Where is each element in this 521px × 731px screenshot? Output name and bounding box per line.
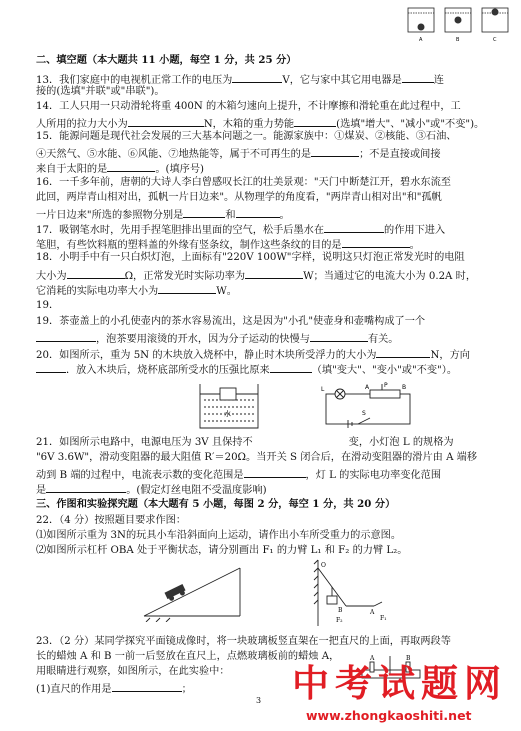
text: ； [181, 684, 192, 695]
text: N，木箱的重力势能 [203, 119, 295, 130]
beaker-label: C [493, 37, 497, 43]
section-2-title: 二、填空题（本大题共 11 小题，每空 1 分，共 25 分） [36, 54, 297, 66]
force-f1-label: F₁ [380, 615, 387, 622]
candle-b-label: B [406, 655, 411, 662]
question-16-line-3 [36, 207, 290, 222]
text: 。(假定灯丝电阻不受温度影响) [126, 485, 267, 496]
question-23-line-1: 23．（2 分）某同学探究平面镜成像时，将一块玻璃板竖直架在一把直尺的上面，再取两段等 [36, 636, 451, 647]
answer-blank[interactable] [402, 72, 434, 83]
text: 和 [225, 210, 236, 221]
question-15-line-3 [36, 161, 204, 176]
question-20-line-1 [36, 347, 470, 362]
beaker-label: A [419, 37, 423, 43]
text: 有关。 [367, 334, 399, 345]
text: ，泡茶要用滚烫的开水，因为分子运动的快慢与 [96, 334, 310, 345]
question-23-line-2: 长的蜡烛 A 和 B 一前一后竖放在直尺上，点燃玻璃板前的蜡烛 A， [36, 651, 340, 662]
text: 大小为 [36, 271, 67, 282]
answer-blank[interactable] [294, 116, 336, 127]
lamp-label: L [321, 386, 325, 393]
answer-blank[interactable] [245, 268, 303, 279]
text: 连 [433, 75, 444, 86]
question-21-line-4 [36, 482, 267, 497]
text: V，它与家中其它用电器是 [282, 75, 402, 86]
point-b-label: B [338, 607, 343, 614]
question-18-line-2 [36, 268, 476, 283]
text: 20．如图所示，重为 5N 的木块放入烧杯中，静止时木块所受浮力的大小为 [36, 350, 377, 361]
text: N，方向 [430, 350, 470, 361]
text: （填"变大"、"变小"或"不变"）。 [311, 365, 458, 376]
text: 。 [409, 240, 420, 251]
answer-blank[interactable] [36, 362, 66, 373]
watermark-logo-text: 中考试题网 [292, 662, 507, 705]
question-23-line-4 [36, 681, 192, 696]
text: W；当通过它的电流大小为 0.2A 时， [303, 271, 477, 282]
question-19-empty: 19． [36, 300, 60, 311]
question-17-line-1 [36, 222, 445, 237]
text: W。 [216, 286, 237, 297]
beaker-label: B [456, 37, 460, 43]
end-a-label: A [365, 384, 370, 391]
text: 它消耗的实际电功率大小为 [36, 286, 159, 297]
answer-blank[interactable] [310, 331, 368, 342]
text: (选填"增大"、"减小"或"不变")。 [336, 119, 485, 130]
text: 笔胆，有些饮料瓶的塑料盖的外缘有竖条纹，制作这些条纹的目的是 [36, 240, 342, 251]
answer-blank[interactable] [46, 482, 126, 493]
text: 来自于太阳的是 [36, 164, 108, 175]
question-21-line-2: "6V 3.6W"，滑动变阻器的最大阻值 R′＝20Ω。当开关 S 闭合后，在滑动变阻器的滑片由 A 端移 [36, 452, 478, 463]
question-21-line-1 [36, 437, 454, 449]
question-15-line-2 [36, 146, 441, 161]
answer-blank[interactable] [324, 222, 384, 233]
answer-blank[interactable] [112, 681, 182, 692]
question-19-line-1: 19．茶壶盖上的小孔使壶内的茶水容易流出，这是因为"小孔"使壶身和壶嘴构成了一个 [36, 316, 426, 327]
question-16-line-2: 此回，两岸青山相对出，孤帆一片日边来"。从物理学的角度看，"两岸青山相对出"和"孤帆 [36, 192, 442, 203]
text: ．放入木块后，烧杯底部所受水的压强比原来 [66, 365, 270, 376]
question-22-line-1: 22．（4 分）按照题目要求作图： [36, 515, 187, 526]
answer-blank[interactable] [232, 72, 282, 83]
answer-blank[interactable] [376, 347, 430, 358]
text: 一片日边来"所选的参照物分别是 [36, 210, 184, 221]
question-18-line-3 [36, 283, 237, 298]
text: 17．吸钢笔水时，先用手捏笔胆排出里面的空气，松手后墨水在 [36, 225, 325, 236]
question-14-line-1: 14．工人只用一只动滑轮将重 400N 的木箱匀速向上提升，不计摩擦和滑轮重在此过程中，工 [36, 101, 461, 112]
question-23-line-3: 用眼睛进行观察，如图所示，在此实验中： [36, 666, 230, 677]
text: (1)直尺的作用是 [36, 684, 112, 695]
text: ，灯 L 的实际电功率变化范围 [305, 470, 442, 481]
text: Ω，正常发光时实际功率为 [124, 271, 246, 282]
answer-blank[interactable] [128, 116, 204, 127]
page-number: 3 [256, 696, 262, 705]
beakers-figure [405, 2, 515, 44]
text: 。 [279, 210, 290, 221]
end-b-label: B [402, 384, 407, 391]
answer-blank[interactable] [107, 161, 155, 172]
text: 13．我们家庭中的电视机正常工作的电压为 [36, 75, 233, 86]
question-19-line-2 [36, 331, 399, 346]
question-18-line-1: 18．小明手中有一只白炽灯泡，上面标有"220V 100W"字样，说明这只灯泡正常发光时的电阻 [36, 252, 465, 263]
answer-blank[interactable] [183, 207, 225, 218]
question-14-line-2 [36, 116, 484, 131]
question-15-line-1: 15．能源问题是现代社会发展的三大基本问题之一。能源家族中：①煤炭、②核能、③石油、 [36, 131, 457, 142]
answer-blank[interactable] [36, 331, 96, 342]
answer-blank[interactable] [342, 237, 410, 248]
answer-blank[interactable] [244, 467, 306, 478]
text: 变，小灯泡 L 的规格为 [348, 437, 454, 448]
answer-blank[interactable] [236, 207, 280, 218]
text: 21．如图所示电路中，电源电压为 3V 且保持不 [36, 437, 253, 448]
answer-blank[interactable] [158, 283, 216, 294]
text: 是 [36, 485, 47, 496]
question-21-line-3 [36, 467, 441, 482]
pivot-o-label: O [321, 562, 326, 569]
question-21-circuit-figure [318, 382, 418, 430]
answer-blank[interactable] [270, 362, 312, 373]
question-22-line-3: ⑵如图所示杠杆 OBA 处于平衡状态，请分别画出 F₁ 的力臂 L₁ 和 F₂ 的力臂 L₂。 [36, 545, 408, 556]
text: ；不是直接或间接 [359, 149, 441, 160]
section-3-title: 三、作图和实验探究题（本大题有 5 小题，每图 2 分，每空 1 分，共 20 分） [36, 498, 396, 510]
question-20-line-2 [36, 362, 457, 377]
question-20-beaker-figure [196, 380, 262, 432]
text: 。(填序号) [155, 164, 205, 175]
text: 的作用下进入 [384, 225, 446, 236]
water-label: 水 [224, 410, 231, 418]
watermark-url: www.zhongkaoshiti.net [306, 708, 472, 723]
force-f2-label: F₂ [336, 617, 343, 624]
text: ④天然气、⑤水能、⑥风能、⑦地热能等，属于不可再生的是 [36, 149, 312, 160]
question-17-line-2 [36, 237, 420, 252]
switch-label: S [362, 410, 366, 417]
question-13-line-2: 接的(选填"并联"或"串联")。 [36, 86, 165, 97]
question-22-lever-figure [300, 556, 390, 628]
text: 动到 B 端的过程中，电流表示数的变化范围是 [36, 470, 244, 481]
question-16-line-1: 16．一千多年前，唐朝的大诗人李白曾感叹长江的壮美景观："天门中断楚江开，碧水东流至 [36, 177, 451, 188]
answer-blank[interactable] [311, 146, 359, 157]
answer-blank[interactable] [67, 268, 125, 279]
slider-p-label: P [384, 382, 388, 389]
text: 人所用的拉力大小为 [36, 119, 128, 130]
question-22-line-2: ⑴如图所示重为 3N的玩具小车沿斜面向上运动，请作出小车所受重力的示意图。 [36, 530, 402, 541]
point-a-label: A [370, 609, 375, 616]
question-22-incline-figure [140, 560, 244, 622]
candle-a-label: A [370, 655, 375, 662]
question-13-line-1 [36, 72, 444, 87]
